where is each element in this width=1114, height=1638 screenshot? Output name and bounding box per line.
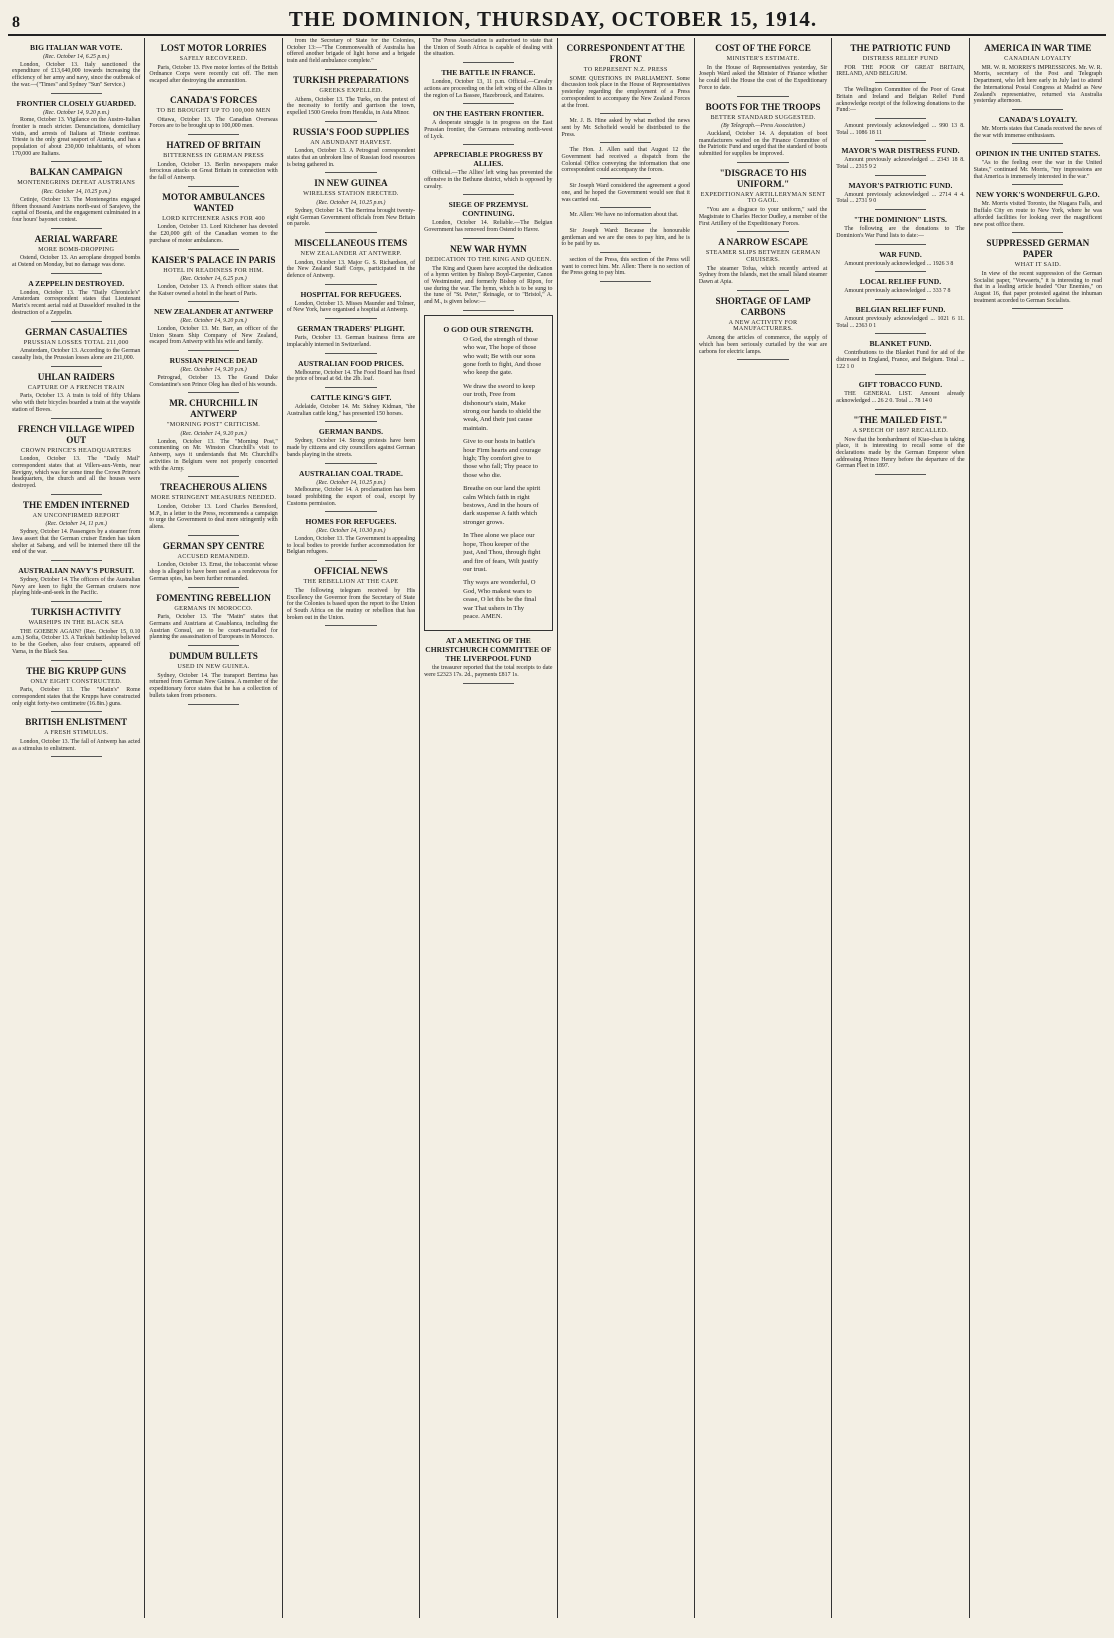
article-headline: OFFICIAL NEWS xyxy=(314,566,388,577)
article-headline: RUSSIAN PRINCE DEAD xyxy=(169,356,258,366)
article-headline: KAISER'S PALACE IN PARIS xyxy=(151,254,276,265)
article-body: The Press Association is authorised to state that the Union of South Africa is capable of dealing with the situation. xyxy=(424,38,553,58)
article-body: Sydney, October 14. The Berrima brought twenty-eight German Government officials from New Britain on parole. xyxy=(286,207,416,228)
article-body: the treasurer reported that the total receipts to date were £2323 17s. 2d., payments £817 1s. xyxy=(424,665,553,679)
article-divider xyxy=(188,89,239,90)
article-divider xyxy=(51,418,102,419)
article-divider xyxy=(600,223,651,224)
article-body: London, October 13. Ernst, the tobacconist whose shop is alleged to have been used as a rendezvous for German spies, has been further remanded. xyxy=(149,562,278,582)
article-subheadline: MINISTER'S ESTIMATE. xyxy=(726,55,800,62)
article-body: A desperate struggle is in progress on the East Prussian frontier, the Germans retreating north-west of Lyck. xyxy=(424,120,553,140)
article-subheadline: MONTENEGRINS DEFEAT AUSTRIANS xyxy=(17,179,136,187)
article-subheadline: GREEKS EXPELLED. xyxy=(319,86,383,94)
article-headline: WAR FUND. xyxy=(879,249,922,259)
article-divider xyxy=(737,162,788,163)
article-body: "As to the feeling over the war in the United States," continued Mr. Morris, "my impressions are that America is immensely interested in the war." xyxy=(973,160,1102,180)
article-divider xyxy=(737,290,788,291)
column-5 xyxy=(558,38,695,1618)
article-body: Mr. Morris visited Toronto, the Niagara Falls, and Buffalo City en route to New York, where he was afforded facilities for looking over the magnificent new post office there. xyxy=(973,201,1102,228)
article-body: London, October 13. Misses Maunder and Tolmer, of New York, have organised a hospital at Antwerp. xyxy=(286,300,416,314)
article-divider xyxy=(875,140,926,141)
article-divider xyxy=(51,660,102,661)
article-divider xyxy=(325,387,376,388)
article-headline: "THE MAILED FIST." xyxy=(853,414,948,425)
article-body: Now that the bombardment of Kiao-chau is taking place, it is interesting to recall some of the declarations made by the German Emperor when addressing Prince Henry before the departure of the German Fleet in 1897. xyxy=(836,436,965,470)
article-headline: COST OF THE FORCE xyxy=(715,43,811,53)
article-divider xyxy=(325,511,376,512)
column-8 xyxy=(970,38,1106,1618)
article-headline: "THE DOMINION" LISTS. xyxy=(853,215,947,225)
article-divider xyxy=(188,186,239,187)
article-dateline: (By Telegraph.—Press Association.) xyxy=(721,123,805,130)
article-headline: DUMDUM BULLETS xyxy=(169,651,258,662)
article-subheadline: THE REBELLION AT THE CAPE xyxy=(303,578,399,586)
article-body: The steamer Tofua, which recently arrived at Sydney from the Islands, met the small Island steamer Dawn at Apia. xyxy=(698,265,828,286)
article-body: The Hon. J. Allen said that August 12 the Government had received a dispatch from the Colonial Office conveying the information that one correspondent could accompany the forces. xyxy=(561,147,690,174)
article-body: London, October 13. Berlin newspapers make ferocious attacks on Great Britain in connection with the fall of Antwerp. xyxy=(149,161,278,182)
article-divider xyxy=(875,333,926,334)
article-divider xyxy=(1012,232,1063,233)
article-headline: NEW WAR HYMN xyxy=(449,243,527,254)
article-divider xyxy=(737,359,788,360)
article-body: Sydney, October 14. The officers of the Australian Navy are keen to fight the German cruisers now playing hide-and-seek in the Pacific. xyxy=(12,576,141,597)
article-body: Amount previously acknowledged ... 2714 4 4. Total ... 2731 9 0 xyxy=(836,191,965,205)
article-headline: TURKISH PREPARATIONS xyxy=(293,74,409,85)
article-headline: AMERICA IN WAR TIME xyxy=(984,43,1092,53)
article-headline: NEW ZEALANDER AT ANTWERP xyxy=(153,307,274,317)
article-headline: FOMENTING REBELLION xyxy=(156,592,271,603)
article-dateline: (Rec. October 14, 10.30 p.m.) xyxy=(316,528,386,535)
article-divider xyxy=(463,144,514,145)
article-divider xyxy=(325,284,376,285)
article-dateline: (Rec. October 14, 10.25 p.m.) xyxy=(316,200,386,207)
column-6 xyxy=(695,38,832,1618)
article-headline: MR. CHURCHILL IN ANTWERP xyxy=(169,398,258,420)
article-divider xyxy=(875,299,926,300)
article-headline: BLANKET FUND. xyxy=(869,339,932,349)
article-headline: BRITISH ENLISTMENT xyxy=(25,717,128,728)
article-body: Rome, October 13. Vigilance on the Austro-Italian frontier is much stricter. Denunciations, domiciliary visits, and arrests of Italians at Trieste continue. Trieste is the only great seaport of Austria, and has a population of about 230,000 inhabitants, of whom 170,000 are Italians. xyxy=(12,117,141,157)
article-body: London, October 13. A Petrograd correspondent states that an unbroken line of Russian food resources is being gathered in. xyxy=(286,148,416,168)
article-headline: A ZEPPELIN DESTROYED. xyxy=(28,278,125,288)
article-body: Mr. J. B. Hine asked by what method the news sent by Mr. Schofield would be distributed to the Press. xyxy=(561,118,690,138)
article-divider xyxy=(51,93,102,94)
article-body: Sydney, October 14. Strong protests have been made by citizens and city councillors against German bands playing in the streets. xyxy=(286,438,416,458)
article-divider xyxy=(51,560,102,561)
article-body: Amsterdam, October 13. According to the German casualty lists, the Prussian losses alone are 211,000. xyxy=(12,348,141,361)
article-body: Sydney, October 14. The transport Berrima has returned from German New Guinea. A member of the expeditionary force states that he has a collection of bullets taken from prisoners. xyxy=(149,672,278,699)
article-divider xyxy=(188,476,239,477)
article-divider xyxy=(875,175,926,176)
hymn-verse: Give to our hosts in battle's hour Firm hearts and courage high; Thy comfort give to those who fall; Thy peace to those who die. xyxy=(463,438,541,479)
article-subheadline: CAPTURE OF A FRENCH TRAIN xyxy=(27,383,125,391)
article-subheadline: AN UNCONFIRMED REPORT xyxy=(32,511,120,519)
article-subheadline: PRUSSIAN LOSSES TOTAL 211,000 xyxy=(23,338,129,346)
article-divider xyxy=(325,421,376,422)
article-subheadline: ACCUSED REMANDED. xyxy=(177,552,250,560)
article-body: London, October 13. The Government is appealing to local bodies to provide further accommodation for Belgian refugees. xyxy=(286,536,416,556)
article-divider xyxy=(1012,308,1063,309)
article-dateline: (Rec. October 14, 11 p.m.) xyxy=(45,521,107,528)
article-headline: AUSTRALIAN FOOD PRICES. xyxy=(298,358,404,368)
article-subheadline: MORE STRINGENT MEASURES NEEDED. xyxy=(150,494,277,502)
article-body: London, October 13. Major G. S. Richardson, of the New Zealand Staff Corps, participated in the defence of Antwerp. xyxy=(286,259,416,280)
article-body: London, October 13. The "Daily Chronicle's" Amsterdam correspondent states that Lieutenant Marix's recent aerial raid at Dusseldorf resulted in the destruction of a Zeppelin. xyxy=(12,289,141,316)
article-dateline: (Rec. October 14, 6.25 p.m.) xyxy=(180,276,247,283)
article-subheadline: TO REPRESENT N.Z. PRESS xyxy=(583,66,668,73)
article-divider xyxy=(875,209,926,210)
article-divider xyxy=(188,587,239,588)
article-headline: UHLAN RAIDERS xyxy=(37,371,115,382)
article-body: Among the articles of commerce, the supply of which has been seriously curtailed by the war are carbons for electric lamps. xyxy=(698,335,828,355)
article-body: Melbourne, October 14. A proclamation has been issued prohibiting the export of coal, except by Customs permission. xyxy=(286,487,416,507)
article-body: Amount previously acknowledged ... 1021 6 11. Total ... 2363 0 1 xyxy=(836,315,965,329)
article-subheadline: GERMANS IN MOROCCO. xyxy=(174,604,253,612)
article-body: FOR THE POOR OF GREAT BRITAIN, IRELAND, AND BELGIUM. xyxy=(836,64,965,78)
article-body: MR. W. R. MORRIS'S IMPRESSIONS. Mr. W. R. Morris, secretary of the Post and Telegraph Department, who left here early in July last to attend the International Postal Congress at Madrid as New Zealand's representative, returned via Australia yesterday afternoon. xyxy=(973,64,1102,105)
article-divider xyxy=(1012,184,1063,185)
column-7 xyxy=(832,38,969,1618)
article-body: Mr. Allen: We have no information about that. xyxy=(569,212,679,219)
article-divider xyxy=(51,756,102,757)
article-divider xyxy=(188,249,239,250)
article-divider xyxy=(600,207,651,208)
hymn-box xyxy=(424,315,552,632)
article-subheadline: STEAMER SLIPS BETWEEN GERMAN CRUISERS. xyxy=(705,249,821,263)
article-divider xyxy=(325,232,376,233)
article-body: Paris, October 13. The "Matin's" Rome correspondent states that the Krupps have constructed only eight forty-two centimetre (16.8in.) guns. xyxy=(12,687,141,707)
article-subheadline: CANADIAN LOYALTY xyxy=(1004,55,1072,62)
article-headline: GERMAN CASUALTIES xyxy=(25,326,128,337)
columns xyxy=(8,38,1106,1618)
article-body: In view of the recent suppression of the German Socialist paper, "Vorwaerts," it is interesting to read that in a leading article headed "Our Enemies," on August 16, that paper protested against the inhuman treatment accorded to German Socialists. xyxy=(973,270,1102,304)
article-divider xyxy=(1012,143,1063,144)
article-body: London, October 13. Mr. Barr, an officer of the Union Steam Ship Company of New Zealand, escaped from Antwerp with his wife and family. xyxy=(149,326,278,346)
newspaper-title: THE DOMINION, THURSDAY, OCTOBER 15, 1914. xyxy=(288,8,818,31)
article-body: Ottawa, October 13. The Canadian Overseas Forces are to be brought up to 100,000 men. xyxy=(149,116,278,130)
article-body: from the Secretary of State for the Colonies, October 13:—"The Commonwealth of Australia has offered another brigade of light horse and a brigade train and field ambulance complete." xyxy=(286,38,416,65)
article-divider xyxy=(325,625,376,626)
masthead xyxy=(8,8,1106,36)
article-dateline: (Rec. October 14, 10.25 p.m.) xyxy=(316,479,386,486)
article-body: London, October 13. The "Daily Mail" correspondent states that at Villers-aux-Vents, near Revigny, which was for some time the Crown Prince's headquarters, the church and all the houses were destroyed. xyxy=(12,456,141,490)
article-body: Paris, October 13. The "Matin" states that Germans and Austrians at Casablanca, including the Austrian Consul, are to be court-martialled for planning the assassination of Europeans in Morocco. xyxy=(149,614,278,641)
article-headline: SIEGE OF PRZEMYSL CONTINUING. xyxy=(448,200,529,219)
article-subheadline: A NEW ACTIVITY FOR MANUFACTURERS. xyxy=(728,318,798,333)
article-headline: MISCELLANEOUS ITEMS xyxy=(294,237,408,248)
article-divider xyxy=(51,711,102,712)
article-headline: CANADA'S LOYALTY. xyxy=(998,114,1078,124)
article-body: London, October 13, 11 p.m. Official.—Cavalry actions are proceeding on the left wing of the Allies in the region of La Bassee, Hazebrouck, and Estaires. xyxy=(424,79,553,99)
article-body: Amount previously acknowledged ... 333 7 8 xyxy=(844,288,951,295)
hymn-verse: We draw the sword to keep our troth, Free from dishonour's stain, Make strong our hands to shield the weak, And their just cause maintain. xyxy=(463,382,541,432)
article-divider xyxy=(188,704,239,705)
article-body: Petrograd, October 13. The Grand Duke Constantine's son Prince Oleg has died of his wounds. xyxy=(149,374,278,388)
article-headline: MAYOR'S PATRIOTIC FUND. xyxy=(848,180,953,190)
article-subheadline: WHAT IT SAID. xyxy=(1014,261,1062,269)
article-subheadline: BITTERNESS IN GERMAN PRESS xyxy=(163,151,264,159)
article-headline: AERIAL WARFARE xyxy=(34,233,118,244)
article-divider xyxy=(188,134,239,135)
article-body: Paris, October 13. Five motor lorries of the British Ordnance Corps were recently cut off. The men escaped after destroying the ammunition. xyxy=(149,64,278,85)
article-headline: HOSPITAL FOR REFUGEES. xyxy=(300,289,402,299)
article-headline: TURKISH ACTIVITY xyxy=(31,607,122,618)
article-body: The King and Queen have accepted the dedication of a hymn written by Bishop Boyd-Carpenter, Canon of Westminster, and formerly Bishop of Ripon, for use during the war. The hymn, which is to be sung to the tune of "St. Peter," Reinagle, or to "Bristol," A. and M., is given below:— xyxy=(424,265,553,306)
article-divider xyxy=(51,366,102,367)
article-headline: AT A MEETING OF THE CHRISTCHURCH COMMITTEE OF THE LIVERPOOL FUND xyxy=(425,636,552,664)
article-divider xyxy=(1012,109,1063,110)
article-divider xyxy=(325,560,376,561)
article-body: THE GOEBEN AGAIN? (Rec. October 15, 0.10 a.m.) Sofia, October 13. A Turkish battleship believed to be the Goeben, also four cruisers, appeared off Varna, in the Black Sea. xyxy=(12,628,141,655)
article-headline: AUSTRALIAN NAVY'S PURSUIT. xyxy=(18,565,135,575)
article-headline: HOMES FOR REFUGEES. xyxy=(305,517,397,527)
article-subheadline: A FRESH STIMULUS. xyxy=(44,729,109,737)
article-body: London, October 13. Lord Kitchener has devoted the £20,000 gift of the Canadian women to the purchase of motor ambulances. xyxy=(149,224,278,244)
article-headline: THE BATTLE IN FRANCE. xyxy=(441,68,536,78)
article-divider xyxy=(875,82,926,83)
article-headline: THE BIG KRUPP GUNS xyxy=(26,665,127,676)
article-divider xyxy=(600,113,651,114)
article-divider xyxy=(188,645,239,646)
article-divider xyxy=(51,228,102,229)
article-body: Sydney, October 14. Passengers by a steamer from Java assert that the German cruiser Emden has taken shelter at Sabang, and will be interned there till the end of the war. xyxy=(12,529,141,556)
article-headline: THE EMDEN INTERNED xyxy=(22,499,130,510)
article-headline: IN NEW GUINEA xyxy=(314,178,388,189)
article-body: London, October 13. Italy sanctioned the expenditure of £13,640,000 towards increasing the efficiency of her army and navy, since the outbreak of the war.—("Times" and Sydney "Sun" Service.) xyxy=(12,61,141,88)
article-body: Athens, October 13. The Turks, on the pretext of the necessity to fortify and garrison the town, expelled 1500 Greeks from Heraklia, in Asia Minor. xyxy=(286,96,416,116)
article-headline: APPRECIABLE PROGRESS BY ALLIES. xyxy=(433,150,544,169)
hymn-verse: Thy ways are wonderful, O God, Who makest wars to cease, O let this be the final war That ushers in Thy peace. AMEN. xyxy=(463,579,537,620)
newspaper-page xyxy=(8,8,1106,1622)
article-body: London, October 13. The fall of Antwerp has acted as a stimulus to enlistment. xyxy=(12,739,141,752)
column-4 xyxy=(420,38,557,1618)
article-subheadline: MORE BOMB-DROPPING xyxy=(38,245,115,253)
column-3 xyxy=(283,38,420,1618)
article-divider xyxy=(463,238,514,239)
article-body: Amount previously acknowledged ... 2343 18 8. Total ... 2315 9 2 xyxy=(836,157,965,171)
article-subheadline: USED IN NEW GUINEA. xyxy=(177,663,250,671)
article-headline: BIG ITALIAN WAR VOTE. xyxy=(30,43,123,52)
article-divider xyxy=(875,244,926,245)
article-body: In the House of Representatives yesterday, Sir Joseph Ward asked the Minister of Finance whether he could tell the House the cost of the Expeditionary Force to date. xyxy=(698,64,828,91)
article-subheadline: A SPEECH OF 1897 RECALLED. xyxy=(852,426,949,434)
article-body: Contributions to the Blanket Fund for aid of the distressed in England, France, and Belgium. Total ... 122 1 0 xyxy=(836,350,965,370)
article-headline: LOCAL RELIEF FUND. xyxy=(859,277,942,287)
article-divider xyxy=(463,103,514,104)
article-subheadline: WIRELESS STATION ERECTED. xyxy=(303,190,399,198)
article-divider xyxy=(875,374,926,375)
article-divider xyxy=(600,252,651,253)
article-body: SOME QUESTIONS IN PARLIAMENT. Some discussion took place in the House of Representatives yesterday regarding the employment of a Press correspondent to accompany the New Zealand Forces at the front. xyxy=(561,75,690,109)
article-headline: BELGIAN RELIEF FUND. xyxy=(855,304,946,314)
article-headline: THE PATRIOTIC FUND xyxy=(850,43,951,53)
article-dateline: (Rec. October 14, 9.20 p.m.) xyxy=(180,430,247,437)
article-body: Amount previously acknowledged ... 990 13 8. Total ... 1086 18 11 xyxy=(836,122,965,136)
article-headline: ON THE EASTERN FRONTIER. xyxy=(432,109,544,119)
article-divider xyxy=(875,474,926,475)
article-subheadline: HOTEL IN READINESS FOR HIM. xyxy=(163,266,264,274)
article-subheadline: SAFELY RECOVERED. xyxy=(179,55,248,62)
article-headline: NEW YORK'S WONDERFUL G.P.O. xyxy=(975,190,1100,200)
hymn-title: O GOD OUR STRENGTH. xyxy=(443,324,534,334)
article-divider xyxy=(463,194,514,195)
article-dateline: (Rec. October 14, 9.20 p.m.) xyxy=(180,367,247,374)
article-headline: GERMAN BANDS. xyxy=(318,427,383,437)
article-subheadline: BETTER STANDARD SUGGESTED. xyxy=(710,113,816,121)
article-body: Cetinje, October 13. The Montenegrins engaged fifteen thousand Austrians north-east of Sarajevo, the capital of Bosnia, and the engagement culminated in a four hours' bayonet contest. xyxy=(12,196,141,223)
article-headline: SUPPRESSED GERMAN PAPER xyxy=(986,238,1090,260)
article-body: Melbourne, October 14. The Food Board has fixed the price of bread at 6d. the 2lb. loaf. xyxy=(286,369,416,383)
article-divider xyxy=(600,178,651,179)
article-divider xyxy=(325,69,376,70)
article-divider xyxy=(188,392,239,393)
article-body: The following are the donations to The Dominion's War Fund lists to date:— xyxy=(836,226,965,239)
article-divider xyxy=(325,121,376,122)
article-divider xyxy=(51,494,102,495)
article-divider xyxy=(463,62,514,63)
article-body: section of the Press, this section of the Press will want to correct him. Mr. Allen: There is no section of the Press going to pay him. xyxy=(561,257,690,277)
article-body: London, October 14. Reliable.—The Belgian Government has removed from Ostend to Havre. xyxy=(424,220,553,234)
article-divider xyxy=(600,281,651,282)
article-divider xyxy=(51,321,102,322)
article-subheadline: TO BE BROUGHT UP TO 100,000 MEN xyxy=(156,106,271,114)
article-body: Official.—The Allies' left wing has prevented the offensive in the Bethune district, which is opposed by cavalry. xyxy=(424,170,553,190)
article-body: "You are a disgrace to your uniform," said the Magistrate to Charles Hector Dudley, a member of the First Artillery of the Expeditionary Forces. xyxy=(698,207,828,227)
article-divider xyxy=(463,310,514,311)
article-headline: FRONTIER CLOSELY GUARDED. xyxy=(16,98,136,108)
article-body: Paris, October 13. A train is told of fifty Uhlans who with their bicycles boarded a train at the wayside station of Boves. xyxy=(12,393,141,413)
article-divider xyxy=(463,683,514,684)
article-body: Sir Joseph Ward considered the agreement a good one, and he hoped the Government would see that it was carried out. xyxy=(561,183,690,203)
article-subheadline: WARSHIPS IN THE BLACK SEA xyxy=(28,619,124,627)
article-headline: A NARROW ESCAPE xyxy=(718,237,808,248)
article-headline: RUSSIA'S FOOD SUPPLIES xyxy=(292,126,410,137)
article-body: The following telegram received by His Excellency the Governor from the Secretary of State for the Colonies is based upon the report to the Union of South Africa on the mutiny or rebellion that has broken out in the Union. xyxy=(286,587,416,621)
hymn-verse: O God, the strength of those who war, The hope of those who wait; Be with our sons gone forth to fight, And those who keep the gate. xyxy=(463,335,542,377)
article-body: Amount previously acknowledged ... 1926 3 8 xyxy=(844,260,954,267)
article-divider xyxy=(51,601,102,602)
article-body: London, October 13. A French officer states that the Kaiser owned a hotel in the heart of Paris. xyxy=(149,283,278,297)
article-subheadline: "MORNING POST" CRITICISM. xyxy=(166,421,261,429)
article-body: London, October 13. Lord Charles Beresford, M.P., in a letter to the Press, recommends a campaign to urge the Government to deal more stringently with aliens. xyxy=(149,503,278,531)
article-dateline: (Rec. October 14, 9.20 p.m.) xyxy=(180,318,247,325)
article-subheadline: NEW ZEALANDER AT ANTWERP. xyxy=(300,249,402,257)
article-divider xyxy=(325,172,376,173)
article-subheadline: EXPEDITIONARY ARTILLERYMAN SENT TO GAOL. xyxy=(700,190,826,205)
article-divider xyxy=(51,161,102,162)
article-subheadline: DEDICATION TO THE KING AND QUEEN. xyxy=(425,255,552,263)
article-body: London, October 13. The "Morning Post," commenting on Mr. Winston Churchill's visit to Antwerp, says it understands that Mr. Churchill's activities in Belgium were not properly concerted with the Army. xyxy=(149,438,278,472)
article-divider xyxy=(325,353,376,354)
article-headline: BOOTS FOR THE TROOPS xyxy=(705,101,821,112)
article-body: THE GENERAL LIST. Amount already acknowledged ... 26 2 0. Total ... 78 14 0 xyxy=(836,391,965,405)
article-body: The Wellington Committee of the Poor of Great Britain and Ireland and Belgian Relief Fund acknowledge receipt of the following donations to the Fund:— xyxy=(836,87,965,114)
article-divider xyxy=(737,231,788,232)
article-body: Sir Joseph Ward: Because the honourable gentleman and we are the ones to pay him, and he is to be paid by us. xyxy=(561,227,690,248)
column-1 xyxy=(8,38,145,1618)
article-headline: HATRED OF BRITAIN xyxy=(166,139,261,150)
article-headline: BALKAN CAMPAIGN xyxy=(29,167,123,178)
article-subheadline: DISTRESS RELIEF FUND xyxy=(862,55,939,62)
article-headline: FRENCH VILLAGE WIPED OUT xyxy=(17,423,135,445)
article-subheadline: LORD KITCHENER ASKS FOR 400 xyxy=(162,214,266,222)
article-divider xyxy=(325,318,376,319)
article-headline: "DISGRACE TO HIS UNIFORM." xyxy=(719,167,807,189)
article-headline: GIFT TOBACCO FUND. xyxy=(858,380,943,390)
article-body: Paris, October 13. German business firms are implacably interned in Switzerland. xyxy=(286,335,416,348)
article-subheadline: CROWN PRINCE'S HEADQUARTERS xyxy=(21,446,132,454)
article-body: Ostend, October 13. An aeroplane dropped bombs at Ostend on Monday, but no damage was done. xyxy=(12,255,141,269)
article-headline: SHORTAGE OF LAMP CARBONS xyxy=(715,295,811,317)
article-headline: TREACHEROUS ALIENS xyxy=(160,482,268,493)
article-divider xyxy=(875,118,926,119)
article-divider xyxy=(875,409,926,410)
article-body: Adelaide, October 14. Mr. Sidney Kidman, "the Australian cattle king," has presented 150 horses. xyxy=(286,403,416,417)
article-divider xyxy=(875,271,926,272)
article-divider xyxy=(188,535,239,536)
article-headline: CATTLE KING'S GIFT. xyxy=(310,392,392,402)
article-dateline: (Rec. October 14, 6.25 p.m.) xyxy=(43,54,110,60)
article-headline: AUSTRALIAN COAL TRADE. xyxy=(299,468,403,478)
article-divider xyxy=(325,463,376,464)
article-divider xyxy=(51,273,102,274)
article-headline: MOTOR AMBULANCES WANTED xyxy=(162,191,265,213)
article-headline: CORRESPONDENT AT THE FRONT xyxy=(566,43,685,64)
article-divider xyxy=(600,142,651,143)
hymn-verse: Breathe on our land the spirit calm Which faith in right bestows, And in the hours of dark suspense A faith which stronger grows. xyxy=(463,485,541,526)
article-dateline: (Rec. October 14, 10.25 p.m.) xyxy=(41,189,111,196)
page-number: 8 xyxy=(12,14,20,31)
article-divider xyxy=(188,350,239,351)
article-divider xyxy=(737,96,788,97)
article-subheadline: ONLY EIGHT CONSTRUCTED. xyxy=(30,677,122,685)
article-subheadline: AN ABUNDANT HARVEST. xyxy=(310,138,392,146)
article-headline: GERMAN SPY CENTRE xyxy=(162,540,265,551)
article-headline: MAYOR'S WAR DISTRESS FUND. xyxy=(841,146,960,156)
hymn-verse: In Thee alone we place our hope, Thou keeper of the just, And Thou, through fight and fire of fears, Wilt justify our trust. xyxy=(463,532,541,573)
column-2 xyxy=(145,38,282,1618)
article-dateline: (Rec. October 14, 9.20 p.m.) xyxy=(43,109,110,116)
article-headline: GERMAN TRADERS' PLIGHT. xyxy=(297,324,405,334)
article-body: Auckland, October 14. A deputation of boot manufacturers waited on the Finance Committee of the Patriotic Fund and urged that the standard of boots submitted for supplies be improved. xyxy=(698,130,828,158)
article-headline: CANADA'S FORCES xyxy=(170,94,258,105)
article-body: Mr. Morris states that Canada received the news of the war with immense enthusiasm. xyxy=(973,125,1102,139)
article-headline: LOST MOTOR LORRIES xyxy=(160,43,267,53)
article-divider xyxy=(188,301,239,302)
article-headline: OPINION IN THE UNITED STATES. xyxy=(975,149,1101,159)
